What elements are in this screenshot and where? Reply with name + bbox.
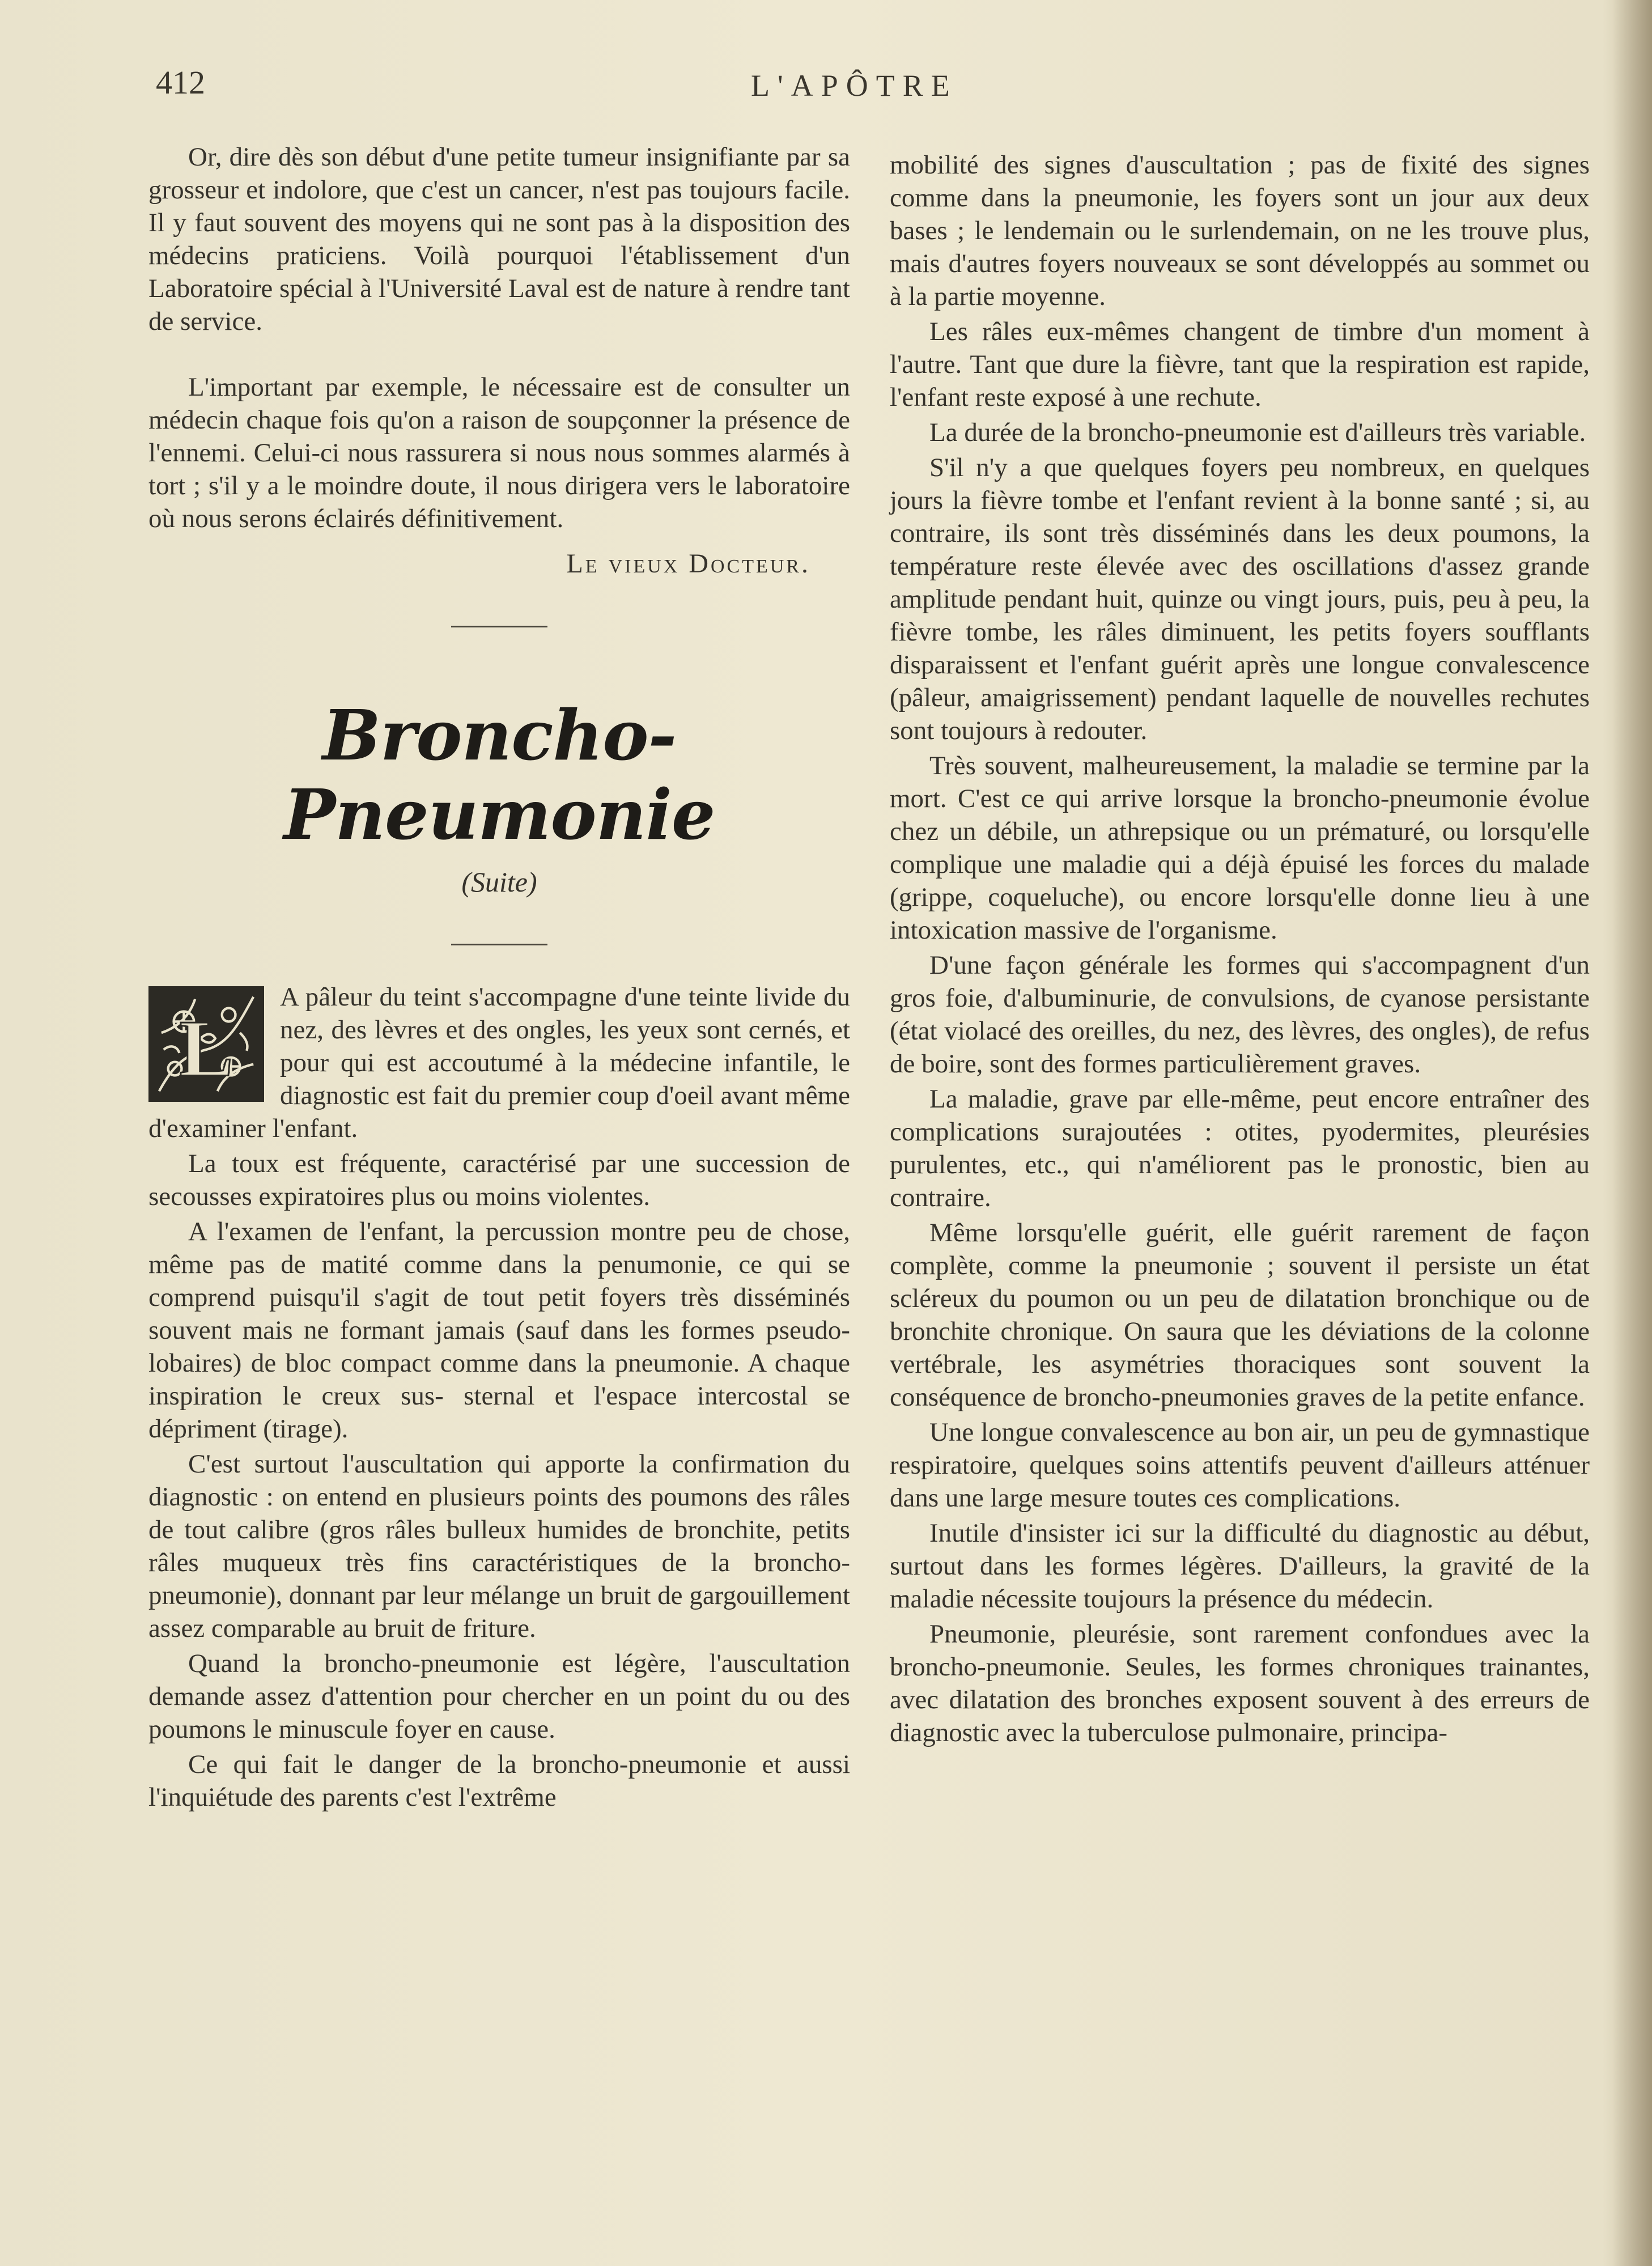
body-paragraph: Une longue convalescence au bon air, un peu de gymnastique respiratoire, quelques soins attentifs peuvent d'ailleurs atténuer dans une large mesure toutes ces complications. [890,1418,1590,1513]
body-paragraph: La toux est fréquente, caractérisé par une succession de secousses expiratoires plus ou moins violentes. [148,1149,850,1211]
body-paragraph: A l'examen de l'enfant, la percussion montre peu de chose, même pas de matité comme dans la penumonie, ce qui se comprend puisqu'il s'agit de tout petit foyers très disséminés souvent mais ne formant jamais (sauf dans les formes pseudo-lobaires) de bloc compact comme dans la pneumonie. A chaque inspiration le creux sus- sternal et l'espace intercostal se dépriment (tirage). [148,1217,850,1444]
body-paragraph: Pneumonie, pleurésie, sont rarement confondues avec la broncho-pneumonie. Seules, les formes chroniques trainantes, avec dilatation des bronches exposent souvent à des erreurs de diagnostic avec la tuberculose pulmonaire, principa- [890,1619,1590,1747]
body-paragraph: D'une façon générale les formes qui s'accompagnent d'un gros foie, d'albuminurie, de convulsions, de cyanose persistante (état violacé des oreilles, du nez, des lèvres, des ongles), de refus de boire, sont des formes particulièrement graves. [890,950,1590,1079]
book-spine-shadow [1612,0,1652,2266]
body-paragraph: Inutile d'insister ici sur la difficulté du diagnostic au début, surtout dans les formes légères. D'ailleurs, la gravité de la maladie nécessite toujours la présence du médecin. [890,1518,1590,1614]
first-paragraph-text: A pâleur du teint s'accompagne d'une teinte livide du nez, des lèvres et des ongles, les yeux sont cernés, et pour qui est accoutumé à la médecine infantile, le diagnostic est fait du premier coup d'oeil avant même d'examiner l'enfant. [148,982,850,1143]
body-paragraph: Ce qui fait le danger de la broncho-pneumonie et aussi l'inquiétude des parents c'est l'extrême [148,1750,850,1812]
separator-rule [451,944,547,945]
running-title: L'APÔTRE [751,69,958,103]
page-number: 412 [156,64,205,101]
body-paragraph: C'est surtout l'auscultation qui apporte la confirmation du diagnostic : on entend en plusieurs points des poumons des râles de tout calibre (gros râles bulleux humides de bronchite, petits râles muqueux très fins caractéristiques de la broncho-pneumonie), donnant par leur mélange un bruit de gargouillement assez comparable au bruit de friture. [148,1449,850,1643]
continued-paragraph: mobilité des signes d'auscultation ; pas de fixité des signes comme dans la pneumonie, les foyers sont un jour aux deux bases ; le lendemain ou le surlendemain, on ne les trouve plus, mais d'autres foyers nouveaux se sont développés au sommet ou à la partie moyenne. [890,150,1590,311]
first-paragraph [148,981,850,1145]
body-paragraph: S'il n'y a que quelques foyers peu nombreux, en quelques jours la fièvre tombe et l'enfant revient à la bonne santé ; si, au contraire, ils sont très disséminés dans les deux poumons, la température reste élevée avec des oscillations d'assez grande amplitude pendant huit, quinze ou vingt jours, puis, peu à peu, la fièvre tombe, les râles diminuent, les petits foyers soufflants disparaissent et l'enfant guérit après une longue convalescence (pâleur, amaigrissement) pendant laquelle de nouvelles rechutes sont toujours à redouter. [890,453,1590,745]
intro-paragraph: L'important par exemple, le nécessaire est de consulter un médecin chaque fois qu'on a raison de soupçonner la présence de l'ennemi. Celui-ci nous rassurera si nous nous sommes alarmés à tort ; s'il y a le moindre doute, il nous dirigera vers le laboratoire où nous serons éclairés définitivement. [148,372,850,533]
article-subtitle: (Suite) [461,866,537,898]
ornamental-dropcap-icon [148,986,264,1102]
body-paragraph: La durée de la broncho-pneumonie est d'ailleurs très variable. [929,418,1586,447]
author-signature: Le vieux Docteur. [566,549,810,579]
separator-rule [451,626,547,627]
intro-paragraph: Or, dire dès son début d'une petite tumeur insignifiante par sa grosseur et indolore, que c'est un cancer, n'est pas toujours facile. Il y faut souvent des moyens qui ne sont pas à la disposition des médecins praticiens. Voilà pourquoi l'établissement d'un Laboratoire spécial à l'Université Laval est de nature à rendre tant de service. [148,142,850,336]
floral-ornament-icon [150,988,262,1100]
left-column [148,141,850,1816]
body-paragraph: Quand la broncho-pneumonie est légère, l'auscultation demande assez d'attention pour chercher en un point du ou des poumons le minuscule foyer en cause. [148,1649,850,1744]
dropcap-letter: L [179,1003,233,1093]
body-paragraph: Très souvent, malheureusement, la maladie se termine par la mort. C'est ce qui arrive lorsque la broncho-pneumonie évolue chez un débile, un athrepsique ou un prématuré, ou lorsqu'elle complique une maladie qui a déjà épuisé les forces du malade (grippe, coqueluche), ou encore lorsqu'elle donne lieu à une intoxication massive de l'organisme. [890,751,1590,945]
body-paragraph: Les râles eux-mêmes changent de timbre d'un moment à l'autre. Tant que dure la fièvre, tant que la respiration est rapide, l'enfant reste exposé à une rechute. [890,317,1590,412]
body-paragraph: La maladie, grave par elle-même, peut encore entraîner des complications surajoutées : otites, pyodermites, pleurésies purulentes, etc., qui n'améliorent pas le pronostic, bien au contraire. [890,1084,1590,1212]
right-column [890,148,1590,1751]
article-title: Broncho-Pneumonie [283,694,715,855]
body-paragraph: Même lorsqu'elle guérit, elle guérit rarement de façon complète, comme la pneumonie ; souvent il persiste un état scléreux du poumon ou un peu de dilatation bronchique ou de bronchite chronique. On saura que les déviations de la colonne vertébrale, les asymétries thoraciques sont souvent la conséquence de broncho-pneumonies graves de la petite enfance. [890,1218,1590,1412]
